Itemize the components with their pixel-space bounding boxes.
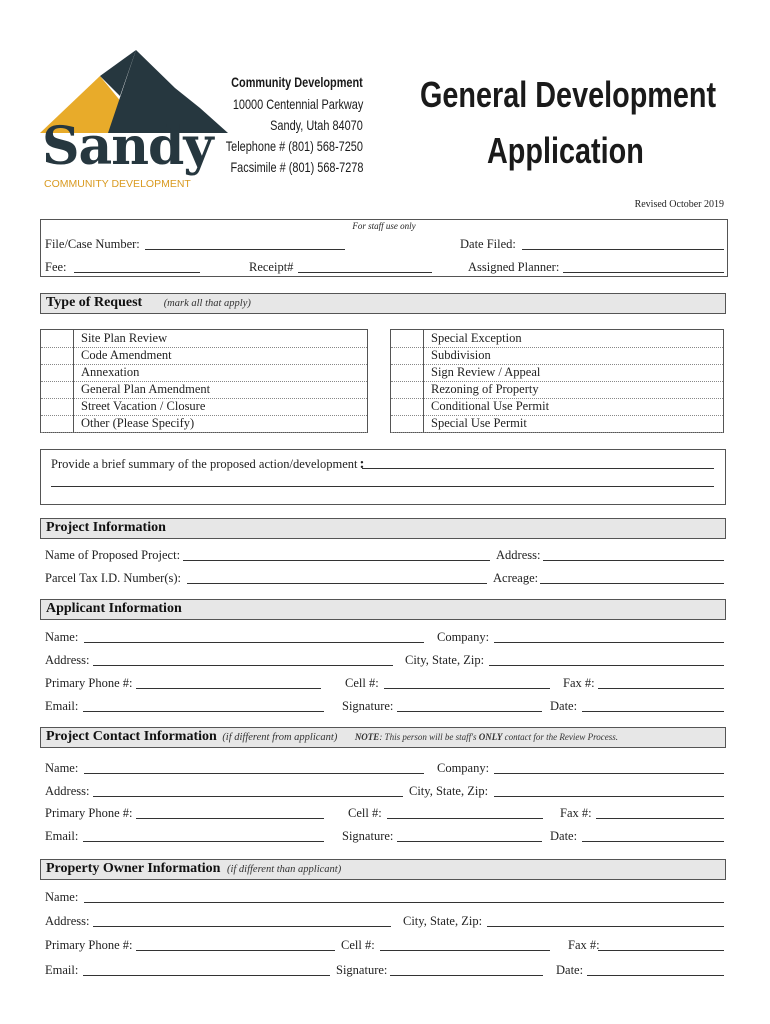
receipt-field[interactable] — [298, 272, 432, 273]
contact-name-field[interactable] — [84, 773, 424, 774]
assigned-planner-label: Assigned Planner: — [468, 260, 560, 274]
checkbox[interactable] — [391, 330, 424, 347]
owner-cell-field[interactable] — [380, 950, 550, 951]
file-case-label: File/Case Number: — [45, 237, 140, 251]
project-info-header — [40, 518, 726, 539]
applicant-info-title: Applicant Information — [46, 601, 182, 616]
contact-name-label: Name: — [45, 761, 79, 775]
contact-date-field[interactable] — [582, 841, 724, 842]
revised-date: Revised October 2019 — [634, 199, 724, 210]
request-option[interactable]: Sign Review / Appeal — [391, 364, 723, 382]
applicant-info-header — [40, 599, 726, 620]
applicant-company-field[interactable] — [494, 642, 724, 643]
owner-address-label: Address: — [45, 914, 90, 928]
owner-name-label: Name: — [45, 890, 79, 904]
property-owner-header — [40, 859, 726, 880]
applicant-company-label: Company: — [437, 630, 490, 644]
contact-address-field[interactable] — [93, 796, 403, 797]
contact-phone-label: Primary Phone #: — [45, 806, 133, 820]
request-option[interactable]: Subdivision — [391, 347, 723, 365]
project-contact-title: Project Contact Information — [46, 729, 217, 744]
applicant-phone-field[interactable] — [136, 688, 321, 689]
type-of-request-note: (mark all that apply) — [163, 298, 251, 309]
checkbox[interactable] — [391, 347, 424, 364]
project-contact-note: (if different from applicant) — [222, 732, 338, 743]
contact-phone-field[interactable] — [136, 818, 324, 819]
applicant-phone-label: Primary Phone #: — [45, 676, 133, 690]
request-option[interactable]: Site Plan Review — [41, 330, 367, 348]
request-option[interactable]: Special Use Permit — [391, 415, 723, 433]
request-option[interactable]: Rezoning of Property — [391, 381, 723, 399]
request-option[interactable]: Annexation — [41, 364, 367, 382]
checkbox[interactable] — [41, 364, 74, 381]
applicant-email-label: Email: — [45, 699, 79, 713]
applicant-address-label: Address: — [45, 653, 90, 667]
address-block — [163, 74, 363, 184]
owner-signature-label: Signature: — [336, 963, 388, 977]
contact-company-label: Company: — [437, 761, 490, 775]
request-option[interactable]: Special Exception — [391, 330, 723, 348]
date-filed-field[interactable] — [522, 249, 724, 250]
summary-field-line2[interactable] — [51, 486, 714, 487]
owner-signature-field[interactable] — [390, 975, 543, 976]
applicant-signature-label: Signature: — [342, 699, 394, 713]
checkbox[interactable] — [41, 415, 74, 432]
request-list-left — [40, 329, 368, 433]
date-filed-label: Date Filed: — [460, 237, 516, 251]
applicant-name-label: Name: — [45, 630, 79, 644]
city-zip: Sandy, Utah 84070 — [270, 117, 363, 133]
street-address: 10000 Centennial Parkway — [232, 96, 363, 112]
project-contact-header — [40, 727, 726, 748]
project-info-title: Project Information — [46, 520, 166, 535]
request-option[interactable]: General Plan Amendment — [41, 381, 367, 399]
page-title-line2: Application — [487, 130, 644, 171]
checkbox[interactable] — [391, 364, 424, 381]
contact-company-field[interactable] — [494, 773, 724, 774]
file-case-field[interactable] — [145, 249, 345, 250]
parcel-label: Parcel Tax I.D. Number(s): — [45, 571, 182, 585]
checkbox[interactable] — [41, 330, 74, 347]
checkbox[interactable] — [391, 398, 424, 415]
request-list-right — [390, 329, 724, 433]
applicant-name-field[interactable] — [84, 642, 424, 643]
applicant-signature-field[interactable] — [397, 711, 542, 712]
dept-name: Community Development — [231, 74, 363, 90]
type-of-request-title: Type of Request — [46, 295, 143, 310]
fee-label: Fee: — [45, 260, 67, 274]
applicant-date-label: Date: — [550, 699, 578, 713]
contact-signature-label: Signature: — [342, 829, 394, 843]
summary-field-line1[interactable] — [362, 468, 714, 469]
owner-phone-field[interactable] — [136, 950, 335, 951]
contact-address-label: Address: — [45, 784, 90, 798]
contact-fax-field[interactable] — [596, 818, 724, 819]
owner-phone-label: Primary Phone #: — [45, 938, 133, 952]
acreage-field[interactable] — [540, 583, 724, 584]
receipt-label: Receipt# — [249, 260, 294, 274]
applicant-fax-label: Fax #: — [563, 676, 595, 690]
logo-subtitle: COMMUNITY DEVELOPMENT — [44, 178, 191, 190]
owner-fax-label: Fax #: — [568, 938, 600, 952]
type-of-request-header — [40, 293, 726, 314]
page-title-line1: General Development — [420, 74, 717, 115]
owner-date-field[interactable] — [587, 975, 724, 976]
applicant-cell-field[interactable] — [384, 688, 550, 689]
checkbox[interactable] — [41, 398, 74, 415]
request-option[interactable]: Conditional Use Permit — [391, 398, 723, 416]
applicant-cell-label: Cell #: — [345, 676, 379, 690]
owner-csz-label: City, State, Zip: — [403, 914, 483, 928]
facsimile: Facsimile # (801) 568-7278 — [230, 159, 363, 175]
staff-use-note: For staff use only — [352, 221, 416, 231]
applicant-email-field[interactable] — [83, 711, 324, 712]
contact-cell-label: Cell #: — [348, 806, 382, 820]
owner-fax-field[interactable] — [598, 950, 724, 951]
checkbox[interactable] — [391, 415, 424, 432]
parcel-field[interactable] — [187, 583, 487, 584]
project-address-field[interactable] — [543, 560, 724, 561]
request-option[interactable]: Street Vacation / Closure — [41, 398, 367, 416]
applicant-csz-label: City, State, Zip: — [405, 653, 485, 667]
contact-csz-label: City, State, Zip: — [409, 784, 489, 798]
checkbox[interactable] — [391, 381, 424, 398]
property-owner-title: Property Owner Information — [46, 861, 221, 876]
property-owner-note: (if different than applicant) — [226, 864, 342, 875]
owner-name-field[interactable] — [84, 902, 724, 903]
owner-email-label: Email: — [45, 963, 79, 977]
owner-date-label: Date: — [556, 963, 584, 977]
contact-date-label: Date: — [550, 829, 578, 843]
owner-csz-field[interactable] — [487, 926, 724, 927]
checkbox[interactable] — [41, 381, 74, 398]
request-option[interactable]: Other (Please Specify) — [41, 415, 367, 433]
project-name-field[interactable] — [183, 560, 490, 561]
staff-use-box — [40, 219, 728, 277]
checkbox[interactable] — [41, 347, 74, 364]
request-option[interactable]: Code Amendment — [41, 347, 367, 365]
contact-cell-field[interactable] — [387, 818, 543, 819]
acreage-label: Acreage: — [493, 571, 539, 585]
assigned-planner-field[interactable] — [563, 272, 724, 273]
project-address-label: Address: — [496, 548, 541, 562]
telephone: Telephone # (801) 568-7250 — [225, 138, 363, 154]
contact-email-label: Email: — [45, 829, 79, 843]
project-contact-warning: NOTE: This person will be staff's ONLY contact for the Review Process. — [354, 732, 619, 742]
applicant-fax-field[interactable] — [598, 688, 724, 689]
fee-field[interactable] — [74, 272, 200, 273]
summary-label: Provide a brief summary of the proposed action/development : — [51, 456, 365, 472]
applicant-date-field[interactable] — [582, 711, 724, 712]
logo-word: Sandy — [42, 116, 213, 177]
project-name-label: Name of Proposed Project: — [45, 548, 181, 562]
owner-address-field[interactable] — [93, 926, 391, 927]
contact-signature-field[interactable] — [397, 841, 542, 842]
applicant-address-field[interactable] — [93, 665, 393, 666]
contact-csz-field[interactable] — [494, 796, 724, 797]
owner-cell-label: Cell #: — [341, 938, 375, 952]
applicant-csz-field[interactable] — [489, 665, 724, 666]
contact-fax-label: Fax #: — [560, 806, 592, 820]
contact-email-field[interactable] — [83, 841, 324, 842]
owner-email-field[interactable] — [83, 975, 330, 976]
